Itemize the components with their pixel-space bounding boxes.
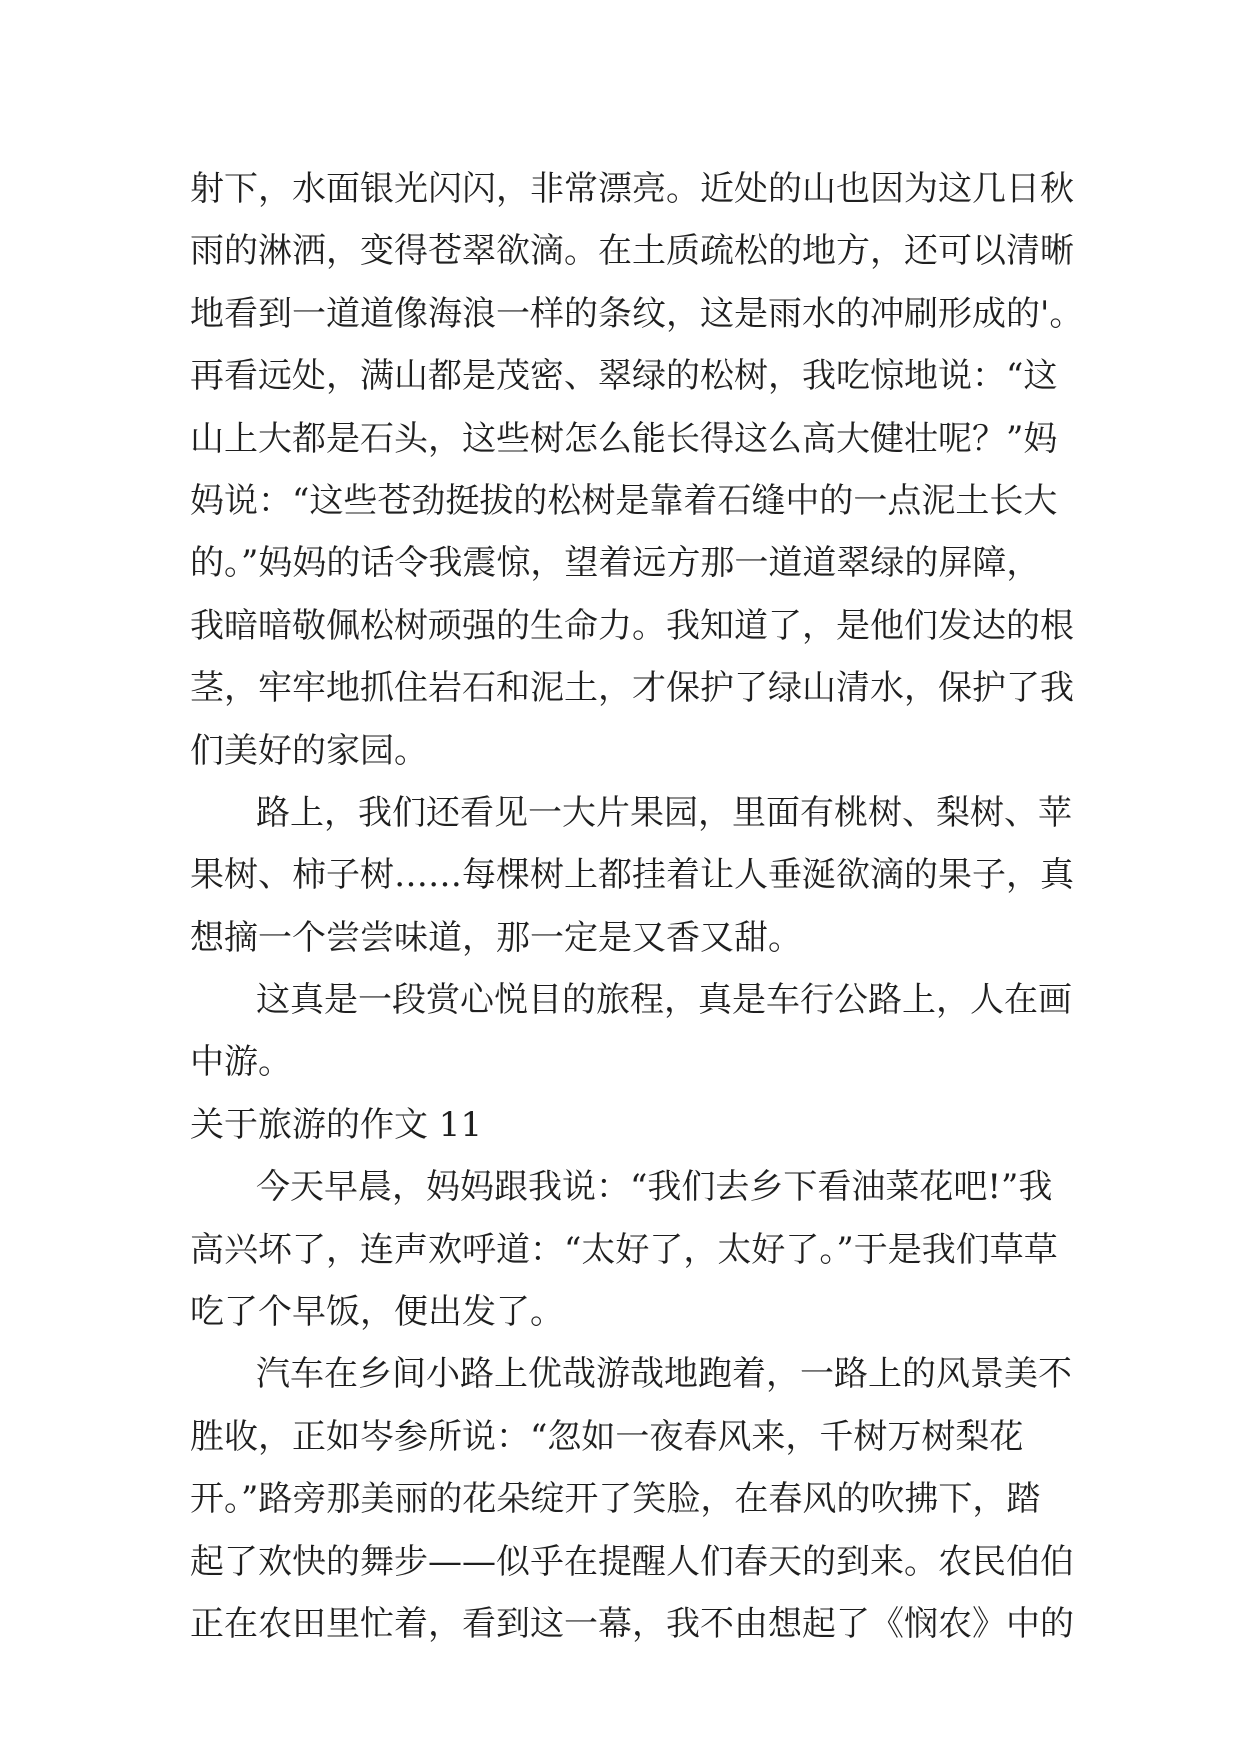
- text-line: 雨的淋洒，变得苍翠欲滴。在土质疏松的地方，还可以清晰: [190, 231, 1074, 272]
- text-line: 地看到一道道像海浪一样的条纹，这是雨水的冲刷形成的'。: [190, 293, 1084, 334]
- text-line: 吃了个早饭，便出发了。: [190, 1292, 564, 1333]
- text-line: 高兴坏了，连声欢呼道：“太好了，太好了。”于是我们草草: [190, 1229, 1058, 1270]
- text-line: 起了欢快的舞步——似乎在提醒人们春天的到来。农民伯伯: [190, 1541, 1074, 1582]
- text-line: 开。”路旁那美丽的花朵绽开了笑脸，在春风的吹拂下，踏: [190, 1479, 1041, 1520]
- text-line: 妈说：“这些苍劲挺拔的松树是靠着石缝中的一点泥土长大: [190, 480, 1058, 521]
- text-line: 想摘一个尝尝味道，那一定是又香又甜。: [190, 917, 802, 958]
- essay-text: [190, 158, 1090, 1655]
- text-line: 正在农田里忙着，看到这一幕，我不由想起了《悯农》中的: [190, 1603, 1074, 1644]
- paragraph-start-line: 汽车在乡间小路上优哉游哉地跑着，一路上的风景美不: [256, 1354, 1072, 1395]
- text-line: 胜收，正如岑参所说：“忽如一夜春风来，千树万树梨花: [190, 1416, 1024, 1457]
- text-line: 果树、柿子树……每棵树上都挂着让人垂涎欲滴的果子，真: [190, 855, 1074, 896]
- text-line: 射下，水面银光闪闪，非常漂亮。近处的山也因为这几日秋: [190, 169, 1074, 209]
- text-line: 的。”妈妈的话令我震惊，望着远方那一道道翠绿的屏障，: [190, 543, 1041, 584]
- text-line: 再看远处，满山都是茂密、翠绿的松树，我吃惊地说：“这: [190, 356, 1058, 397]
- paragraph-start-line: 今天早晨，妈妈跟我说：“我们去乡下看油菜花吧!”我: [256, 1167, 1053, 1208]
- text-line: 我暗暗敬佩松树顽强的生命力。我知道了，是他们发达的根: [190, 605, 1074, 646]
- text-line: 山上大都是石头，这些树怎么能长得这么高大健壮呢？”妈: [190, 418, 1058, 459]
- section-heading: 关于旅游的作文 11: [190, 1104, 483, 1145]
- paragraph-start-line: 路上，我们还看见一大片果园，里面有桃树、梨树、苹: [256, 792, 1072, 833]
- text-line: 们美好的家园。: [190, 730, 428, 771]
- text-line: 茎，牢牢地抓住岩石和泥土，才保护了绿山清水，保护了我: [190, 668, 1074, 709]
- paragraph-start-line: 这真是一段赏心悦目的旅程，真是车行公路上，人在画: [256, 980, 1072, 1021]
- text-line: 中游。: [190, 1042, 292, 1083]
